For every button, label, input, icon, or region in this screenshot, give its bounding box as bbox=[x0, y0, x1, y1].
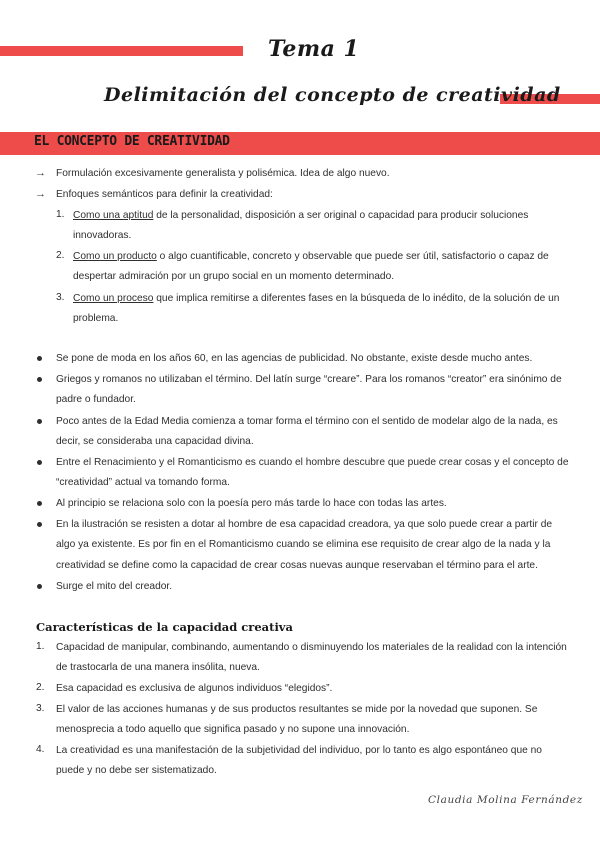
bullet-text: Surge el mito del creador. bbox=[56, 581, 173, 592]
author-signature: Claudia Molina Fernández bbox=[428, 794, 583, 806]
approach-term: Como un proceso bbox=[73, 293, 154, 304]
approach-text-continued: problema. bbox=[73, 313, 119, 324]
arrow-item-text: Enfoques semánticos para definir la creatividad: bbox=[56, 189, 273, 200]
header-accent-bar-left bbox=[0, 46, 243, 56]
bullet-icon bbox=[37, 501, 42, 506]
arrow-item-text: Formulación excesivamente generalista y polisémica. Idea de algo nuevo. bbox=[56, 168, 390, 179]
characteristic-text: menosprecia a todo aquello que significa pasado y no supone una innovación. bbox=[56, 724, 410, 735]
characteristic-text: Capacidad de manipular, combinando, aumentando o disminuyendo los materiales de la realidad con la intención bbox=[56, 642, 567, 653]
bullet-text: creatividad se define como la capacidad de crear cosas nuevas aunque reservaban el término para el arte. bbox=[56, 560, 538, 571]
approach-text-continued: despertar admiración por un grupo social en un momento determinado. bbox=[73, 271, 395, 282]
characteristic-number: 3. bbox=[36, 703, 45, 714]
approach-text-continued: innovadoras. bbox=[73, 230, 132, 241]
approach-term: Como una aptitud bbox=[73, 210, 154, 221]
arrow-icon: → bbox=[35, 188, 46, 200]
approach-number: 1. bbox=[56, 209, 65, 220]
bullet-icon bbox=[37, 522, 42, 527]
approach-text: que implica remitirse a diferentes fases en la búsqueda de lo inédito, de la solución de un bbox=[153, 293, 560, 304]
bullet-icon bbox=[37, 356, 42, 361]
bullet-icon bbox=[37, 377, 42, 382]
bullet-text: Al principio se relaciona solo con la poesía pero más tarde lo hace con todas las artes. bbox=[56, 498, 447, 509]
approach-text: o algo cuantificable, concreto y observable que puede ser útil, satisfactorio o capaz de bbox=[156, 251, 549, 262]
characteristic-number: 4. bbox=[36, 744, 45, 755]
bullet-text: padre o fundador. bbox=[56, 394, 136, 405]
characteristic-text: Esa capacidad es exclusiva de algunos individuos “elegidos”. bbox=[56, 683, 333, 694]
bullet-text: En la ilustración se resisten a dotar al hombre de esa capacidad creadora, ya que solo puede crear a partir de bbox=[56, 519, 553, 530]
bullet-text: algo ya existente. Es por fin en el Romanticismo cuando se elimina ese requisito de crear algo de la nada y la bbox=[56, 539, 551, 550]
bullet-text: Se pone de moda en los años 60, en las agencias de publicidad. No obstante, existe desde mucho antes. bbox=[56, 353, 533, 364]
characteristic-text: puede y no debe ser sistematizado. bbox=[56, 765, 217, 776]
characteristic-text: El valor de las acciones humanas y de sus productos resultantes se mide por la novedad que suponen. Se bbox=[56, 704, 538, 715]
bullet-text: Poco antes de la Edad Media comienza a tomar forma el término con el sentido de modelar algo de la nada, es bbox=[56, 416, 558, 427]
document-subtitle: Delimitación del concepto de creatividad bbox=[104, 84, 561, 106]
bullet-text: “creatividad” actual va tomando forma. bbox=[56, 477, 230, 488]
bullet-icon bbox=[37, 584, 42, 589]
bullet-text: Griegos y romanos no utilizaban el término. Del latín surge “creare”. Para los romanos “creator” era sinónimo de bbox=[56, 374, 562, 385]
approach-text: de la personalidad, disposición a ser original o capacidad para producir soluciones bbox=[153, 210, 529, 221]
bullet-text: decir, se consideraba una capacidad divina. bbox=[56, 436, 254, 447]
bullet-icon bbox=[37, 419, 42, 424]
bullet-text: Entre el Renacimiento y el Romanticismo es cuando el hombre descubre que puede crear cosas y el concepto de bbox=[56, 457, 569, 468]
approach-number: 2. bbox=[56, 250, 65, 261]
arrow-icon: → bbox=[35, 167, 46, 179]
characteristic-number: 1. bbox=[36, 641, 45, 652]
characteristic-number: 2. bbox=[36, 682, 45, 693]
bullet-icon bbox=[37, 460, 42, 465]
section-banner bbox=[0, 132, 600, 155]
document-title: Tema 1 bbox=[268, 36, 360, 62]
characteristic-text: de trastocarla de una manera insólita, nueva. bbox=[56, 662, 260, 673]
section-title: EL CONCEPTO DE CREATIVIDAD bbox=[34, 134, 230, 149]
subsection-title: Características de la capacidad creativa bbox=[36, 620, 293, 634]
approach-term: Como un producto bbox=[73, 251, 157, 262]
characteristic-text: La creatividad es una manifestación de la subjetividad del individuo, por lo tanto es algo espontáneo que no bbox=[56, 745, 542, 756]
approach-number: 3. bbox=[56, 292, 65, 303]
